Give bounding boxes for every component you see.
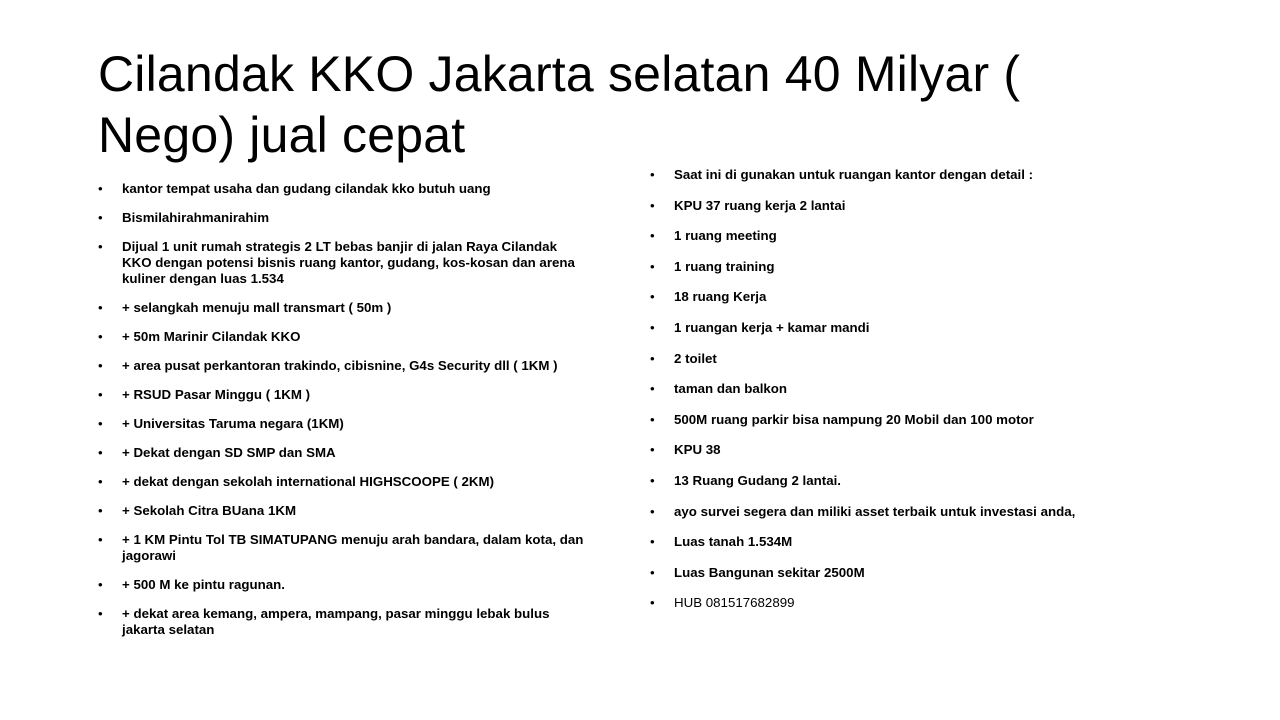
list-item: • KPU 37 ruang kerja 2 lantai xyxy=(650,197,1210,215)
list-item: • 2 toilet xyxy=(650,350,1210,368)
list-item: • ayo survei segera dan miliki asset terbaik untuk investasi anda, xyxy=(650,503,1210,521)
list-item: • + area pusat perkantoran trakindo, cibisnine, G4s Security dll ( 1KM ) xyxy=(98,358,588,374)
list-item: • 500M ruang parkir bisa nampung 20 Mobil dan 100 motor xyxy=(650,411,1210,429)
list-item: • Dijual 1 unit rumah strategis 2 LT bebas banjir di jalan Raya Cilandak KKO dengan potensi bisnis ruang kantor, gudang, kos-kosan dan arena kuliner dengan luas 1.534 xyxy=(98,239,588,287)
list-item: • 18 ruang Kerja xyxy=(650,288,1210,306)
list-item: • + Dekat dengan SD SMP dan SMA xyxy=(98,445,588,461)
contact-phone: • HUB 081517682899 xyxy=(650,594,1210,612)
list-item: • Luas tanah 1.534M xyxy=(650,533,1210,551)
list-item: • + 1 KM Pintu Tol TB SIMATUPANG menuju arah bandara, dalam kota, dan jagorawi xyxy=(98,532,588,564)
list-item: • Bismilahirahmanirahim xyxy=(98,210,588,226)
list-item: • + 50m Marinir Cilandak KKO xyxy=(98,329,588,345)
list-item: • KPU 38 xyxy=(650,441,1210,459)
list-item: • taman dan balkon xyxy=(650,380,1210,398)
slide-title: Cilandak KKO Jakarta selatan 40 Milyar ( Nego) jual cepat xyxy=(98,46,1021,163)
list-item: • kantor tempat usaha dan gudang cilandak kko butuh uang xyxy=(98,181,588,197)
list-item: • Saat ini di gunakan untuk ruangan kantor dengan detail : xyxy=(650,166,1210,184)
list-item: • + selangkah menuju mall transmart ( 50m ) xyxy=(98,300,588,316)
list-item: • + 500 M ke pintu ragunan. xyxy=(98,577,588,593)
list-item: • Luas Bangunan sekitar 2500M xyxy=(650,564,1210,582)
list-item: • 1 ruangan kerja + kamar mandi xyxy=(650,319,1210,337)
list-item: • + dekat dengan sekolah international HIGHSCOOPE ( 2KM) xyxy=(98,474,588,490)
list-item: • + Universitas Taruma negara (1KM) xyxy=(98,416,588,432)
list-item: • + RSUD Pasar Minggu ( 1KM ) xyxy=(98,387,588,403)
list-item: • 1 ruang training xyxy=(650,258,1210,276)
list-item: • + dekat area kemang, ampera, mampang, pasar minggu lebak bulus jakarta selatan xyxy=(98,606,588,638)
left-bullet-list xyxy=(98,181,588,651)
list-item: • + Sekolah Citra BUana 1KM xyxy=(98,503,588,519)
list-item: • 1 ruang meeting xyxy=(650,227,1210,245)
list-item: • 13 Ruang Gudang 2 lantai. xyxy=(650,472,1210,490)
right-bullet-list xyxy=(650,166,1210,625)
